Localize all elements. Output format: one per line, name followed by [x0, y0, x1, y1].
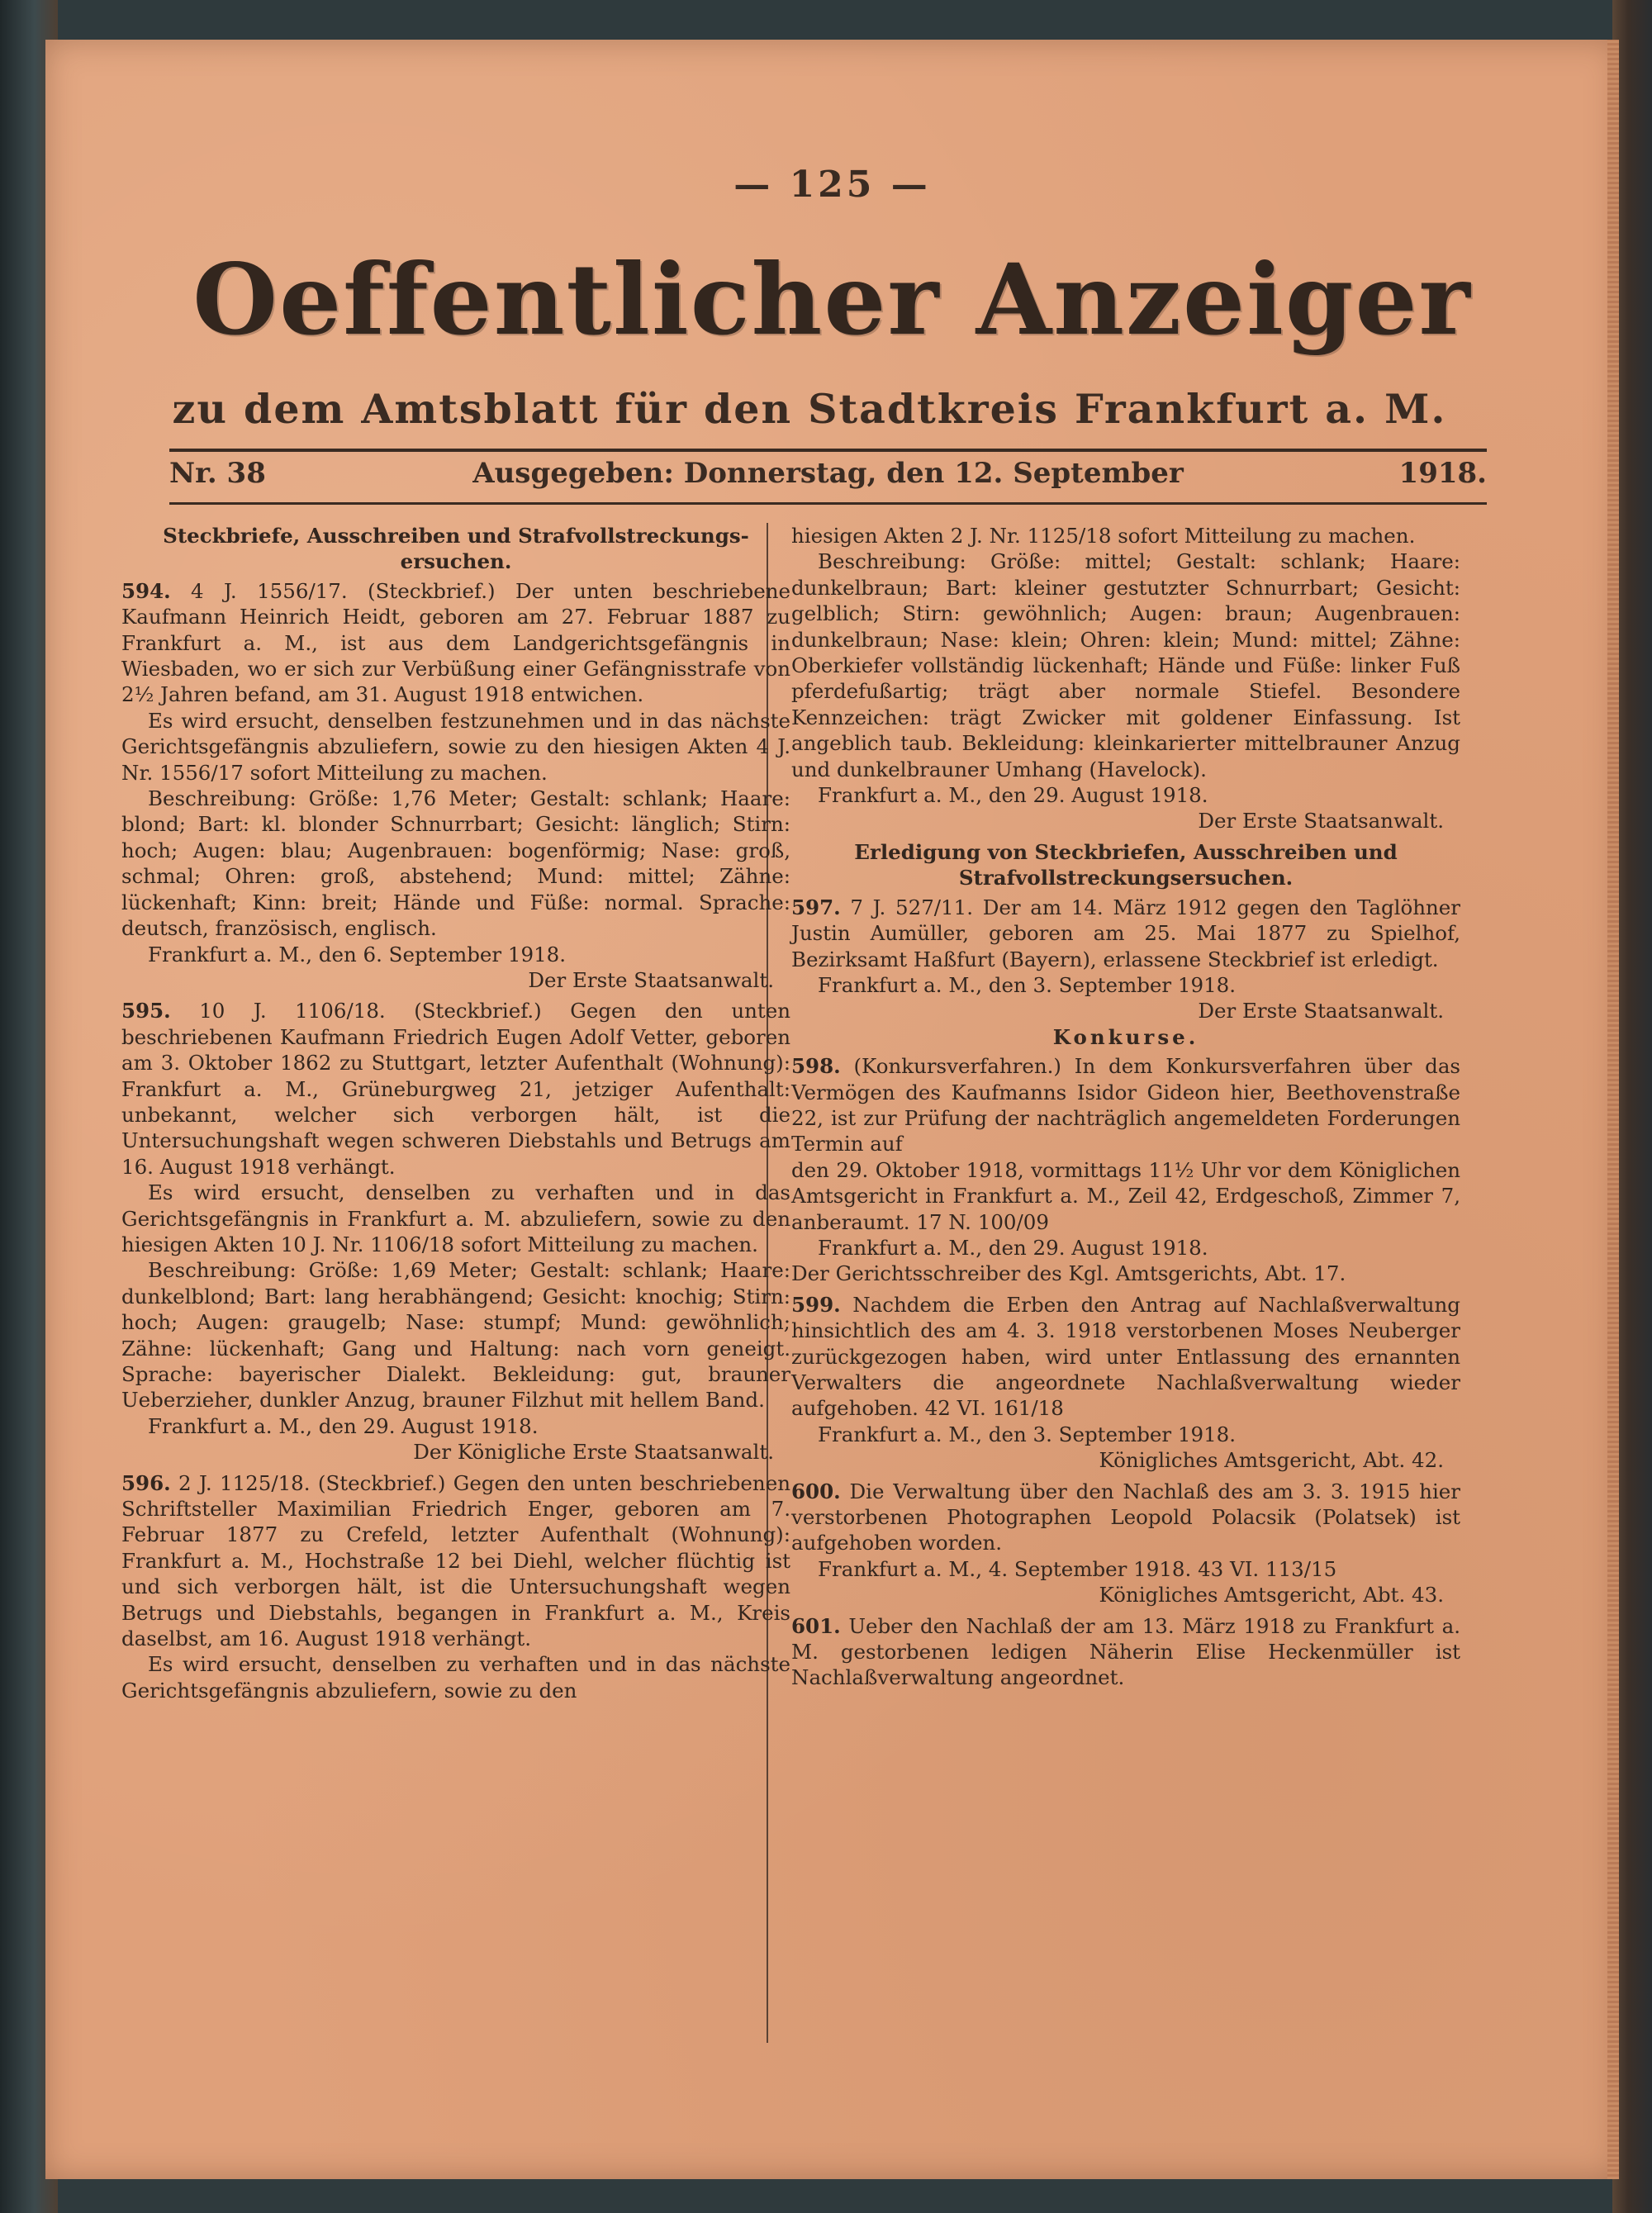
- notice-signature: Königliches Amtsgericht, Abt. 42.: [1099, 1448, 1444, 1473]
- notice-text: Gegen den unten beschriebenen Kaufmann Friedrich Eugen Adolf Vetter, geboren am 3. Oktober 1862 zu Stuttgart, letzter Aufenthalt (Wohnung): Frankfurt a. M., Grüneburgweg 21, jetziger Aufenthalt: unbekannt, welcher sich verborgen hält, ist die Untersuchungshaft wegen schweren Diebstahls und Betrugs am 16. August 1918 verhängt.: [121, 999, 790, 1179]
- notice-text: Gegen den unten beschriebenen Schriftsteller Maximilian Friedrich Enger, geboren am 7. Februar 1877 zu Crefeld, letzter Aufenthalt (Wohnung): Frankfurt a. M., Hochstraße 12 bei Diehl, welcher flüchtig ist und sich verborgen hält, ist die Untersuchungshaft wegen Betrugs und Diebstahls, begangen in Frankfurt a. M., Kreis daselbst, am 16. August 1918 verhängt.: [121, 1470, 790, 1651]
- right-column: [791, 523, 1460, 1927]
- issue-line: [169, 457, 1487, 498]
- notice-paragraph: Es wird ersucht, denselben zu verhaften und in das Gerichtsgefängnis in Frankfurt a. M. abzuliefern, sowie zu den hiesigen Akten 10 J. Nr. 1106/18 sofort Mitteilung zu machen.: [121, 1180, 790, 1256]
- notice-description: Beschreibung: Größe: 1,76 Meter; Gestalt: schlank; Haare: blond; Bart: kl. blonder Schnurrbart; Gesicht: länglich; Stirn: hoch; Augen: blau; Augenbrauen: bogenförmig; Nase: groß, schmal; Ohren: groß, abstehend; Mund: mittel; Zähne: lückenhaft; Kinn: breit; Hände und Füße: normal. Sprache: deutsch, französisch, englisch.: [121, 786, 790, 941]
- left-column: [121, 523, 790, 1927]
- notice-600: [791, 1479, 1460, 1556]
- issue-number: Nr. 38: [169, 457, 266, 490]
- notice-594: [121, 578, 790, 708]
- notice-number: 595.: [121, 999, 171, 1023]
- notice-number: 600.: [791, 1479, 841, 1503]
- notice-signature: Der Gerichtsschreiber des Kgl. Amtsgerichts, Abt. 17.: [791, 1261, 1346, 1286]
- page-number: — 125 —: [733, 164, 931, 206]
- notice-reference: 7 J. 527/11.: [850, 895, 974, 919]
- notice-text: Der am 14. März 1912 gegen den Taglöhner Justin Aumüller, geboren am 25. Mai 1877 zu Spielhof, Bezirksamt Haßfurt (Bayern), erlassene Steckbrief ist erledigt.: [791, 895, 1460, 971]
- notice-date: Frankfurt a. M., den 29. August 1918.: [818, 1235, 1208, 1260]
- notice-text: Der unten beschriebene Kaufmann Heinrich Heidt, geboren am 27. Februar 1887 zu Frankfurt a. M., ist aus dem Landgerichtsgefängnis in Wiesbaden, wo er sich zur Verbüßung einer Gefängnisstrafe von 2½ Jahren befand, am 31. August 1918 entwichen.: [121, 578, 790, 707]
- notice-number: 599.: [791, 1292, 841, 1317]
- notice-reference: 10 J. 1106/18. (Steckbrief.): [199, 999, 542, 1023]
- notice-description: Beschreibung: Größe: 1,69 Meter; Gestalt: schlank; Haare: dunkelblond; Bart: lang herabhängend; Gesicht: knochig; Stirn: hoch; Augen: graugelb; Nase: stumpf; Mund: gewöhnlich; Zähne: lückenhaft; Gang und Haltung: nach vorn geneigt. Sprache: bayerischer Dialekt. Bekleidung: gut, brauner Ueberzieher, dunkler Anzug, brauner Filzhut mit hellem Band.: [121, 1258, 790, 1413]
- section-title-bankruptcies: Konkurse.: [1052, 1024, 1199, 1049]
- notice-599: [791, 1292, 1460, 1422]
- notice-date: Frankfurt a. M., den 6. September 1918.: [148, 942, 567, 966]
- notice-paragraph: Es wird ersucht, denselben zu verhaften und in das nächste Gerichtsgefängnis abzuliefern, sowie zu den: [121, 1652, 790, 1702]
- notice-597: [791, 895, 1460, 972]
- masthead-rule-top: [169, 449, 1487, 452]
- notice-reference: 4 J. 1556/17. (Steckbrief.): [191, 578, 496, 603]
- notice-date: Frankfurt a. M., den 3. September 1918.: [818, 1422, 1237, 1446]
- notice-date: Frankfurt a. M., den 29. August 1918.: [818, 783, 1208, 808]
- notice-signature: Der Königliche Erste Staatsanwalt.: [413, 1440, 774, 1465]
- notice-601: [791, 1613, 1460, 1691]
- notice-date: Frankfurt a. M., 4. September 1918. 43 VI. 113/15: [818, 1556, 1337, 1581]
- notice-596-continued: hiesigen Akten 2 J. Nr. 1125/18 sofort Mitteilung zu machen.: [791, 524, 1416, 548]
- masthead-subtitle: zu dem Amtsblatt für den Stadtkreis Frankfurt a. M.: [172, 385, 1447, 433]
- notice-signature: Der Erste Staatsanwalt.: [528, 967, 774, 992]
- notice-text: Ueber den Nachlaß der am 13. März 1918 zu Frankfurt a. M. gestorbenen ledigen Näherin Elise Heckenmüller ist Nachlaßverwaltung angeordnet.: [791, 1613, 1460, 1690]
- notice-signature: Königliches Amtsgericht, Abt. 43.: [1099, 1583, 1444, 1608]
- notice-595: [121, 998, 790, 1180]
- notice-date: Frankfurt a. M., den 29. August 1918.: [148, 1413, 539, 1438]
- issue-year: 1918.: [1398, 457, 1487, 490]
- notice-text: Nachdem die Erben den Antrag auf Nachlaßverwaltung hinsichtlich des am 4. 3. 1918 verstorbenen Moses Neuberger zurückgezogen haben, wird unter Entlassung des ernannten Verwalters die angeordnete Nachlaßverwaltung wieder aufgehoben. 42 VI. 161/18: [791, 1292, 1460, 1421]
- notice-596: [121, 1470, 790, 1652]
- notice-reference: 2 J. 1125/18. (Steckbrief.): [178, 1470, 446, 1495]
- notice-reference: (Konkursverfahren.): [853, 1054, 1061, 1079]
- masthead-rule-bottom: [169, 502, 1487, 505]
- section-title-warrants: Steckbriefe, Ausschreiben und Strafvollstreckungs-ersuchen.: [163, 524, 749, 574]
- notice-text: Die Verwaltung über den Nachlaß des am 3. 3. 1915 hier verstorbenen Photographen Leopold Polacsik (Polatsek) ist aufgehoben worden.: [791, 1479, 1460, 1555]
- masthead-title: Oeffentlicher Anzeiger: [192, 242, 1472, 357]
- notice-signature: Der Erste Staatsanwalt.: [1198, 999, 1444, 1023]
- issue-date: Ausgegeben: Donnerstag, den 12. September: [472, 457, 1184, 490]
- masthead: [45, 40, 1619, 502]
- notice-date: Frankfurt a. M., den 3. September 1918.: [818, 972, 1237, 997]
- notice-598: [791, 1053, 1460, 1157]
- notice-number: 597.: [791, 895, 841, 919]
- notice-number: 596.: [121, 1470, 171, 1495]
- notice-number: 601.: [791, 1613, 841, 1638]
- notice-description: Beschreibung: Größe: mittel; Gestalt: schlank; Haare: dunkelbraun; Bart: kleiner gestutzter Schnurrbart; Gesicht: gelblich; Stirn: gewöhnlich; Augen: braun; Augenbrauen: dunkelbraun; Nase: klein; Ohren: klein; Mund: mittel; Zähne: Oberkiefer vollständig lückenhaft; Hände und Füße: linker Fuß pferdefußartig; trägt aber normale Stiefel. Besondere Kennzeichen: trägt Zwicker mit goldener Einfassung. Ist angeblich taub. Bekleidung: kleinkarierter mittelbrauner Anzug und dunkelbrauner Umhang (Havelock).: [791, 549, 1460, 781]
- notice-number: 594.: [121, 578, 171, 603]
- newspaper-page: [45, 40, 1619, 2179]
- notice-paragraph: Es wird ersucht, denselben festzunehmen und in das nächste Gerichtsgefängnis abzuliefern, sowie zu den hiesigen Akten 4 J. Nr. 1556/17 sofort Mitteilung zu machen.: [121, 708, 790, 785]
- section-title-settlements: Erledigung von Steckbriefen, Ausschreiben und Strafvollstreckungsersuchen.: [854, 839, 1398, 890]
- notice-text: In dem Konkursverfahren über das Vermögen des Kaufmanns Isidor Gideon hier, Beethovenstraße 22, ist zur Prüfung der nachträglich angemeldeten Forderungen Termin auf: [791, 1054, 1460, 1156]
- notice-number: 598.: [791, 1054, 841, 1079]
- notice-signature: Der Erste Staatsanwalt.: [1198, 809, 1444, 833]
- notice-paragraph: den 29. Oktober 1918, vormittags 11½ Uhr vor dem Königlichen Amtsgericht in Frankfurt a. M., Zeil 42, Erdgeschoß, Zimmer 7, anberaumt. 17 N. 100/09: [791, 1157, 1460, 1234]
